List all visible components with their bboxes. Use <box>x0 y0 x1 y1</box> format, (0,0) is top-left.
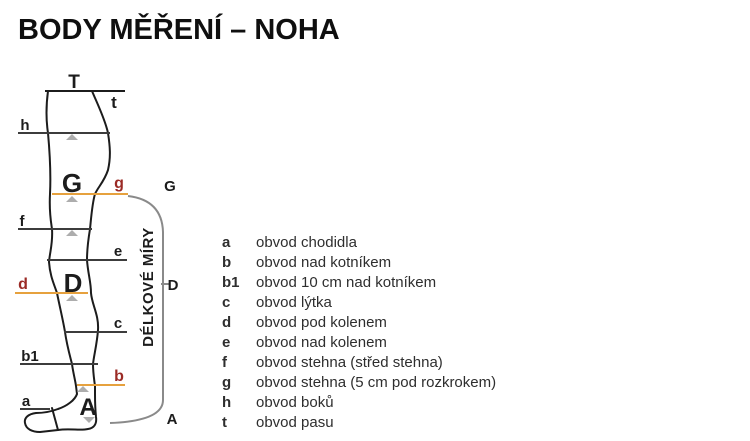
label-T: T <box>68 72 80 93</box>
label-G-big: G <box>61 168 83 198</box>
toe-cap-line <box>52 408 58 430</box>
legend-label: obvod pasu <box>256 414 334 431</box>
legend-item-d <box>222 313 496 333</box>
legend-key: e <box>222 334 231 351</box>
label-h: h <box>20 117 30 134</box>
label-b1: b1 <box>21 348 39 365</box>
label-A-big: A <box>79 394 97 421</box>
label-G-right: G <box>164 178 176 195</box>
legend-label: obvod chodidla <box>256 234 357 251</box>
legend-item-t <box>222 413 496 433</box>
legend-key: a <box>222 234 231 251</box>
length-measures-side-label: DÉLKOVÉ MÍRY <box>140 227 157 347</box>
label-D-big: D <box>63 268 83 298</box>
legend-key: t <box>222 414 227 431</box>
legend-item-b <box>222 253 496 273</box>
legend-key: b <box>222 254 232 271</box>
legend-item-g <box>222 373 496 393</box>
legend-item-f <box>222 353 496 373</box>
b-marker-icon <box>77 386 89 392</box>
legend-key: f <box>222 354 227 371</box>
label-t: t <box>111 93 117 112</box>
leg-outline <box>25 91 110 432</box>
label-D-right: D <box>167 277 179 294</box>
legend-label: obvod nad kotníkem <box>256 254 392 271</box>
legend <box>222 233 496 433</box>
label-d: d <box>18 276 28 293</box>
legend-key: h <box>222 394 232 411</box>
label-f: f <box>19 213 25 230</box>
legend-label: obvod 10 cm nad kotníkem <box>256 274 437 291</box>
legend-key: g <box>222 374 232 391</box>
h-marker-icon <box>66 134 78 140</box>
legend-label: obvod pod kolenem <box>256 314 387 331</box>
label-b: b <box>114 368 124 385</box>
label-e: e <box>113 243 123 260</box>
legend-key: b1 <box>222 274 240 291</box>
legend-item-b1 <box>222 273 496 293</box>
label-c: c <box>113 315 123 332</box>
legend-label: obvod boků <box>256 394 334 411</box>
leg-diagram <box>0 0 200 441</box>
legend-label: obvod stehna (5 cm pod rozkrokem) <box>256 374 497 391</box>
label-A-right: A <box>166 411 178 428</box>
legend-label: obvod lýtka <box>256 294 332 311</box>
legend-item-e <box>222 333 496 353</box>
legend-label: obvod nad kolenem <box>256 334 387 351</box>
page-title: BODY MĚŘENÍ – NOHA <box>18 14 340 46</box>
f-marker-icon <box>66 230 78 236</box>
legend-label: obvod stehna (střed stehna) <box>256 354 443 371</box>
legend-item-c <box>222 293 496 313</box>
label-a: a <box>21 393 31 410</box>
legend-key: d <box>222 314 232 331</box>
legend-item-a <box>222 233 496 253</box>
label-g: g <box>114 175 124 192</box>
legend-item-h <box>222 393 496 413</box>
legend-key: c <box>222 294 231 311</box>
